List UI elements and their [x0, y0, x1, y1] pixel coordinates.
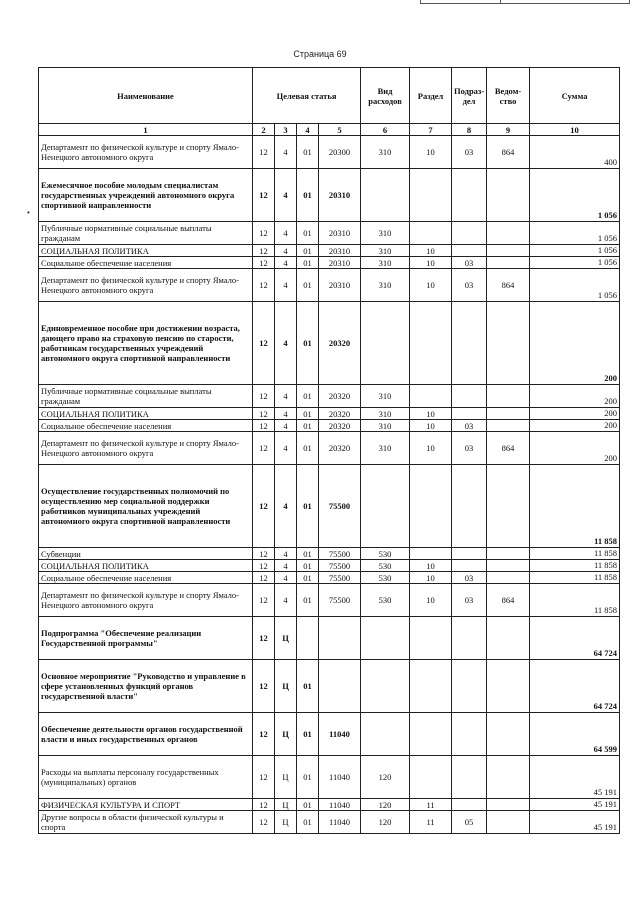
- row-section: 11: [410, 811, 452, 834]
- row-sum: 64 724: [530, 617, 620, 660]
- budget-table: [38, 67, 620, 834]
- page-label: Страница 69: [293, 49, 347, 59]
- row-subprogram: 4: [275, 548, 297, 560]
- row-measure: 01: [297, 385, 319, 408]
- row-subprogram: 4: [275, 572, 297, 584]
- row-expense-type: 310: [361, 222, 410, 245]
- row-subsection: [452, 408, 487, 420]
- row-measure: 01: [297, 169, 319, 222]
- row-subprogram: 4: [275, 584, 297, 617]
- table-row: [39, 548, 620, 560]
- row-section: [410, 617, 452, 660]
- table-row: [39, 257, 620, 269]
- table-row: [39, 420, 620, 432]
- row-subsection: 05: [452, 811, 487, 834]
- row-code: 11040: [319, 811, 361, 834]
- table-row: [39, 572, 620, 584]
- row-name: Департамент по физической культуре и спорту Ямало-Ненецкого автономного округа: [39, 584, 253, 617]
- row-expense-type: 310: [361, 385, 410, 408]
- top-edge-tick: [629, 0, 630, 4]
- row-department: [487, 811, 530, 834]
- row-expense-type: 310: [361, 408, 410, 420]
- row-program: 12: [253, 713, 275, 756]
- row-subsection: [452, 302, 487, 385]
- table-row: [39, 660, 620, 713]
- row-sum: 11 858: [530, 465, 620, 548]
- row-subprogram: 4: [275, 408, 297, 420]
- row-department: [487, 560, 530, 572]
- row-name: Основное мероприятие "Руководство и управление в сфере установленных функций органов государственной власти": [39, 660, 253, 713]
- row-program: 12: [253, 169, 275, 222]
- row-section: 10: [410, 136, 452, 169]
- row-subprogram: 4: [275, 432, 297, 465]
- row-program: 12: [253, 136, 275, 169]
- row-section: 10: [410, 420, 452, 432]
- table-row: [39, 432, 620, 465]
- row-subprogram: 4: [275, 385, 297, 408]
- row-code: 20300: [319, 136, 361, 169]
- top-edge-tick: [500, 0, 501, 4]
- row-name: СОЦИАЛЬНАЯ ПОЛИТИКА: [39, 245, 253, 257]
- row-sum: 45 191: [530, 756, 620, 799]
- row-department: [487, 385, 530, 408]
- row-program: 12: [253, 572, 275, 584]
- row-measure: 01: [297, 584, 319, 617]
- row-section: [410, 548, 452, 560]
- row-code: 20310: [319, 169, 361, 222]
- row-department: [487, 713, 530, 756]
- row-name: Департамент по физической культуре и спорту Ямало-Ненецкого автономного округа: [39, 432, 253, 465]
- row-code: 20320: [319, 420, 361, 432]
- row-program: 12: [253, 245, 275, 257]
- row-program: 12: [253, 269, 275, 302]
- row-department: 864: [487, 269, 530, 302]
- row-department: [487, 302, 530, 385]
- row-sum: 200: [530, 302, 620, 385]
- row-subprogram: Ц: [275, 799, 297, 811]
- header-target-article: Целевая статья: [253, 68, 361, 124]
- row-subprogram: 4: [275, 302, 297, 385]
- row-sum: 400: [530, 136, 620, 169]
- row-subprogram: 4: [275, 169, 297, 222]
- column-number: 7: [410, 124, 452, 136]
- row-measure: 01: [297, 432, 319, 465]
- row-subsection: [452, 385, 487, 408]
- row-code: 11040: [319, 713, 361, 756]
- column-number: 9: [487, 124, 530, 136]
- row-section: 10: [410, 584, 452, 617]
- row-department: 864: [487, 136, 530, 169]
- row-name: Социальное обеспечение населения: [39, 420, 253, 432]
- row-name: Ежемесячное пособие молодым специалистам государственных учреждений автономного округа спортивной направленности: [39, 169, 253, 222]
- row-program: 12: [253, 811, 275, 834]
- column-number: 2: [253, 124, 275, 136]
- row-sum: 1 056: [530, 269, 620, 302]
- header-expense-type: Вид расходов: [361, 68, 410, 124]
- row-measure: 01: [297, 269, 319, 302]
- table-row: [39, 617, 620, 660]
- row-program: 12: [253, 302, 275, 385]
- row-sum: 11 858: [530, 584, 620, 617]
- row-name: СОЦИАЛЬНАЯ ПОЛИТИКА: [39, 408, 253, 420]
- row-section: 11: [410, 799, 452, 811]
- row-section: [410, 169, 452, 222]
- row-measure: 01: [297, 548, 319, 560]
- row-subsection: [452, 617, 487, 660]
- row-section: 10: [410, 572, 452, 584]
- row-sum: 64 724: [530, 660, 620, 713]
- header-department: Ведом-ство: [487, 68, 530, 124]
- row-expense-type: 120: [361, 811, 410, 834]
- row-department: [487, 799, 530, 811]
- row-measure: [297, 617, 319, 660]
- row-expense-type: 310: [361, 269, 410, 302]
- row-subprogram: 4: [275, 245, 297, 257]
- row-subprogram: Ц: [275, 811, 297, 834]
- row-measure: 01: [297, 713, 319, 756]
- row-program: 12: [253, 432, 275, 465]
- row-name: СОЦИАЛЬНАЯ ПОЛИТИКА: [39, 560, 253, 572]
- row-code: 11040: [319, 799, 361, 811]
- row-measure: 01: [297, 257, 319, 269]
- column-number: 5: [319, 124, 361, 136]
- scan-mark: •: [27, 208, 30, 217]
- row-department: [487, 465, 530, 548]
- row-program: 12: [253, 617, 275, 660]
- row-expense-type: [361, 713, 410, 756]
- table-header-row: [39, 68, 620, 124]
- table-row: [39, 465, 620, 548]
- row-subsection: 03: [452, 136, 487, 169]
- row-measure: 01: [297, 222, 319, 245]
- row-expense-type: 530: [361, 572, 410, 584]
- row-measure: 01: [297, 756, 319, 799]
- row-name: Публичные нормативные социальные выплаты гражданам: [39, 222, 253, 245]
- row-expense-type: 310: [361, 420, 410, 432]
- row-section: [410, 756, 452, 799]
- row-code: 75500: [319, 584, 361, 617]
- top-edge-line: [420, 0, 630, 4]
- row-section: [410, 660, 452, 713]
- row-expense-type: [361, 169, 410, 222]
- row-department: [487, 756, 530, 799]
- row-code: 20320: [319, 432, 361, 465]
- header-name: Наименование: [39, 68, 253, 124]
- row-subprogram: 4: [275, 420, 297, 432]
- row-subsection: [452, 560, 487, 572]
- row-expense-type: 310: [361, 432, 410, 465]
- row-measure: 01: [297, 572, 319, 584]
- row-program: 12: [253, 660, 275, 713]
- row-code: 75500: [319, 560, 361, 572]
- row-subprogram: 4: [275, 465, 297, 548]
- row-sum: 45 191: [530, 799, 620, 811]
- column-number: 4: [297, 124, 319, 136]
- table-row: [39, 799, 620, 811]
- table-row: [39, 222, 620, 245]
- row-subprogram: 4: [275, 257, 297, 269]
- row-department: 864: [487, 432, 530, 465]
- row-name: Субвенции: [39, 548, 253, 560]
- row-expense-type: 310: [361, 257, 410, 269]
- table-row: [39, 713, 620, 756]
- row-expense-type: 530: [361, 584, 410, 617]
- row-code: 75500: [319, 572, 361, 584]
- row-program: 12: [253, 584, 275, 617]
- row-sum: 200: [530, 420, 620, 432]
- row-code: 20310: [319, 222, 361, 245]
- row-measure: 01: [297, 408, 319, 420]
- row-measure: 01: [297, 811, 319, 834]
- row-code: 75500: [319, 548, 361, 560]
- row-expense-type: [361, 617, 410, 660]
- row-sum: 200: [530, 432, 620, 465]
- row-program: 12: [253, 222, 275, 245]
- row-sum: 45 191: [530, 811, 620, 834]
- row-subprogram: 4: [275, 560, 297, 572]
- table-row: [39, 408, 620, 420]
- table-row: [39, 136, 620, 169]
- row-program: 12: [253, 408, 275, 420]
- column-number: 3: [275, 124, 297, 136]
- row-subsection: 03: [452, 584, 487, 617]
- row-expense-type: [361, 465, 410, 548]
- row-name: Департамент по физической культуре и спорту Ямало-Ненецкого автономного округа: [39, 269, 253, 302]
- row-name: Другие вопросы в области физической культуры и спорта: [39, 811, 253, 834]
- row-department: [487, 420, 530, 432]
- row-subprogram: Ц: [275, 756, 297, 799]
- row-name: Социальное обеспечение населения: [39, 572, 253, 584]
- row-department: [487, 572, 530, 584]
- row-sum: 1 056: [530, 257, 620, 269]
- row-expense-type: 530: [361, 548, 410, 560]
- header-section: Раздел: [410, 68, 452, 124]
- row-program: 12: [253, 756, 275, 799]
- row-subsection: [452, 465, 487, 548]
- row-section: 10: [410, 432, 452, 465]
- header-subsection: Подраз-дел: [452, 68, 487, 124]
- table-row: [39, 245, 620, 257]
- row-program: 12: [253, 420, 275, 432]
- row-section: [410, 465, 452, 548]
- row-name: Социальное обеспечение населения: [39, 257, 253, 269]
- row-section: [410, 385, 452, 408]
- row-subprogram: Ц: [275, 713, 297, 756]
- table-row: [39, 302, 620, 385]
- column-number-row: [39, 124, 620, 136]
- row-code: 20310: [319, 245, 361, 257]
- row-department: 864: [487, 584, 530, 617]
- row-program: 12: [253, 799, 275, 811]
- row-measure: 01: [297, 660, 319, 713]
- row-sum: 11 858: [530, 548, 620, 560]
- table-row: [39, 584, 620, 617]
- row-measure: 01: [297, 136, 319, 169]
- row-name: Расходы на выплаты персоналу государственных (муниципальных) органов: [39, 756, 253, 799]
- column-number: 10: [530, 124, 620, 136]
- row-measure: 01: [297, 420, 319, 432]
- column-number: 1: [39, 124, 253, 136]
- row-code: 20320: [319, 385, 361, 408]
- row-department: [487, 169, 530, 222]
- row-measure: 01: [297, 302, 319, 385]
- row-expense-type: 530: [361, 560, 410, 572]
- row-code: 11040: [319, 756, 361, 799]
- row-name: Публичные нормативные социальные выплаты гражданам: [39, 385, 253, 408]
- row-section: 10: [410, 245, 452, 257]
- row-subsection: 03: [452, 420, 487, 432]
- row-department: [487, 617, 530, 660]
- row-subsection: [452, 548, 487, 560]
- table-row: [39, 811, 620, 834]
- row-subprogram: 4: [275, 269, 297, 302]
- top-edge-tick: [420, 0, 421, 4]
- row-expense-type: [361, 660, 410, 713]
- row-name: Единовременное пособие при достижении возраста, дающего право на страховую пенсию по старости, работникам государственных учреждений автономного округа спортивной направленности: [39, 302, 253, 385]
- row-section: [410, 713, 452, 756]
- row-sum: 1 056: [530, 245, 620, 257]
- row-name: Обеспечение деятельности органов государственной власти и иных государственных органов: [39, 713, 253, 756]
- row-code: 20320: [319, 302, 361, 385]
- row-code: 20310: [319, 257, 361, 269]
- row-program: 12: [253, 385, 275, 408]
- column-number: 8: [452, 124, 487, 136]
- row-sum: 11 858: [530, 560, 620, 572]
- row-expense-type: 310: [361, 245, 410, 257]
- row-code: [319, 660, 361, 713]
- row-section: [410, 222, 452, 245]
- row-code: 20320: [319, 408, 361, 420]
- row-subprogram: Ц: [275, 617, 297, 660]
- column-number: 6: [361, 124, 410, 136]
- row-subprogram: 4: [275, 222, 297, 245]
- row-department: [487, 660, 530, 713]
- row-department: [487, 408, 530, 420]
- row-measure: 01: [297, 245, 319, 257]
- row-section: 10: [410, 560, 452, 572]
- row-subsection: 03: [452, 269, 487, 302]
- row-subsection: [452, 660, 487, 713]
- row-sum: 64 599: [530, 713, 620, 756]
- row-department: [487, 245, 530, 257]
- row-measure: 01: [297, 560, 319, 572]
- row-subsection: [452, 756, 487, 799]
- row-sum: 200: [530, 408, 620, 420]
- row-subsection: [452, 799, 487, 811]
- row-subsection: [452, 713, 487, 756]
- row-name: Департамент по физической культуре и спорту Ямало-Ненецкого автономного округа: [39, 136, 253, 169]
- row-section: 10: [410, 269, 452, 302]
- table-row: [39, 560, 620, 572]
- row-expense-type: 120: [361, 756, 410, 799]
- row-subsection: 03: [452, 572, 487, 584]
- row-subprogram: 4: [275, 136, 297, 169]
- row-subsection: [452, 245, 487, 257]
- row-department: [487, 548, 530, 560]
- row-subprogram: Ц: [275, 660, 297, 713]
- row-code: 75500: [319, 465, 361, 548]
- row-section: 10: [410, 257, 452, 269]
- row-name: Подпрограмма "Обеспечение реализации Государственной программы": [39, 617, 253, 660]
- row-subsection: [452, 169, 487, 222]
- table-row: [39, 385, 620, 408]
- row-section: [410, 302, 452, 385]
- row-measure: 01: [297, 465, 319, 548]
- row-code: [319, 617, 361, 660]
- row-name: ФИЗИЧЕСКАЯ КУЛЬТУРА И СПОРТ: [39, 799, 253, 811]
- row-sum: 1 056: [530, 169, 620, 222]
- row-expense-type: [361, 302, 410, 385]
- table-row: [39, 756, 620, 799]
- row-program: 12: [253, 560, 275, 572]
- row-measure: 01: [297, 799, 319, 811]
- row-subsection: [452, 222, 487, 245]
- row-sum: 11 858: [530, 572, 620, 584]
- row-expense-type: 310: [361, 136, 410, 169]
- row-department: [487, 257, 530, 269]
- row-sum: 1 056: [530, 222, 620, 245]
- row-section: 10: [410, 408, 452, 420]
- row-program: 12: [253, 548, 275, 560]
- header-sum: Сумма: [530, 68, 620, 124]
- table-row: [39, 269, 620, 302]
- row-department: [487, 222, 530, 245]
- row-subsection: 03: [452, 257, 487, 269]
- row-program: 12: [253, 465, 275, 548]
- row-expense-type: 120: [361, 799, 410, 811]
- table-row: [39, 169, 620, 222]
- row-sum: 200: [530, 385, 620, 408]
- row-subsection: 03: [452, 432, 487, 465]
- row-name: Осуществление государственных полномочий по осуществлению мер социальной поддержки работников муниципальных учреждений автономного округа спортивной направленности: [39, 465, 253, 548]
- row-code: 20310: [319, 269, 361, 302]
- row-program: 12: [253, 257, 275, 269]
